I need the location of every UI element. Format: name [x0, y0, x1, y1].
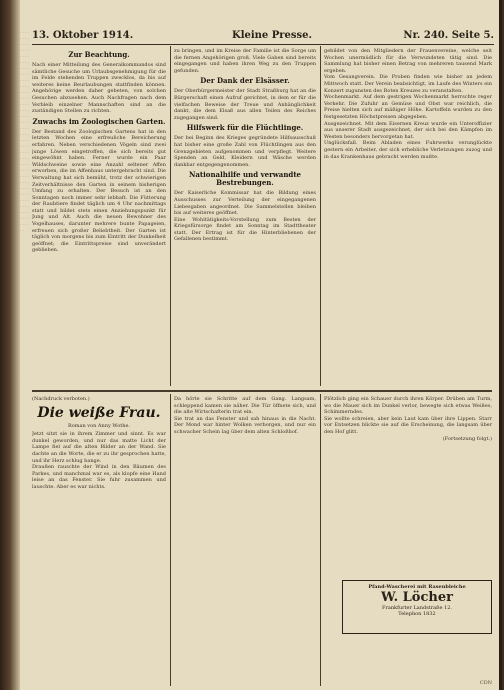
heading-dank-der-elsaesser: Der Dank der Elsässer.: [200, 76, 290, 86]
paragraph: zu bringen, und im Kreise der Familie ist die Sorge um die fernen Angehörigen groß. Viele Gaben sind bereits eingegangen und haben ihren Weg zu den Truppen gefunden.: [174, 48, 316, 74]
page-header: [32, 30, 494, 45]
newspaper-page: [20, 0, 502, 690]
paragraph: gebildet von den Mitgliedern der Frauenvereine, welche seit Wochen unermüdlich für die Verwundeten tätig sind. Die Sammlung hat bisher einen Betrag von mehreren tausend Mark ergeben.: [324, 48, 492, 74]
column-1: [32, 48, 166, 388]
serial-column-2: [174, 396, 316, 686]
paragraph: Der Kaiserliche Kommissar hat die Bildung eines Ausschusses zur Verteilung der eingegangenen Liebesgaben angeordnet. Die Sammelstellen bleiben bis auf weiteres geöffnet.: [174, 190, 316, 217]
book-spine: [0, 0, 20, 690]
column-rule: [170, 46, 171, 386]
paragraph: Der bei Beginn des Krieges gegründete Hilfsausschuß hat bisher eine große Zahl von Flüchtlingen aus den Grenzgebieten aufgenommen und verpflegt. Weitere Spenden an Geld, Kleidern und Wäsche werden dankbar entgegengenommen.: [174, 135, 316, 168]
advertisement-box: [342, 580, 492, 634]
paragraph: Wochenmarkt. Auf dem gestrigen Wochenmarkt herrschte reger Verkehr. Die Zufuhr an Gemüse und Obst war reichlich, die Preise hielten sich auf mäßiger Höhe. Kartoffeln wurden zu den festgesetzten Höchstpreisen abgegeben.: [324, 94, 492, 120]
paragraph: Sie wollte schreien, aber kein Laut kam über ihre Lippen. Starr vor Entsetzen blickte sie auf die Erscheinung, die langsam über den Hof glitt.: [324, 415, 492, 435]
feuilleton-divider: [32, 390, 492, 392]
heading-zur-beachtung: Zur Beachtung.: [68, 50, 130, 59]
paragraph: Eine Wohltätigkeits-Vorstellung zum Besten der Kriegsfürsorge findet am Sonntag im Stadttheater statt. Der Ertrag ist für die Hinterbliebenen der Gefallenen bestimmt.: [174, 216, 316, 243]
serial-title: Die weiße Frau.: [37, 404, 161, 421]
archive-stamp: CDN: [479, 680, 492, 686]
column-2: [174, 48, 316, 388]
ad-line-1: Pfand-Wascherei mit Rasenbleiche: [368, 584, 466, 590]
column-rule: [320, 46, 321, 386]
paragraph: Nach einer Mitteilung des Generalkommandos sind sämtliche Gesuche um Urlaubsgenehmigung für die im Felde stehenden Truppen zwecklos, da bis auf weiteres keine Beurlaubungen stattfinden können. Angehörige werden daher gebeten, von solchen Gesuchen abzusehen. Auch Nachfragen nach dem Verbleib einzelner Mannschaften sind an die zuständigen Stellen zu richten.: [32, 62, 166, 115]
paragraph: Plötzlich ging ein Schauer durch ihren Körper. Drüben am Turm, wo die Mauer sich im Dunkel verlor, bewegte sich etwas Weißes, Schimmerndes.: [324, 396, 492, 416]
ad-telephone: Telephon 1832: [398, 611, 436, 617]
paragraph: Da hörte sie Schritte auf dem Gang. Langsam, schleppend kamen sie näher. Die Tür öffnete sich, und die alte Wirtschafterin trat ein.: [174, 396, 316, 416]
serial-reprint-note: (Nachdruck verboten.): [32, 396, 90, 402]
column-3: [324, 48, 492, 388]
page-edge: [499, 0, 502, 690]
serial-column-1: [32, 396, 166, 686]
paragraph: Draußen rauschte der Wind in den Bäumen des Parkes, und manchmal war es, als klopfe eine Hand leise an das Fenster. Sie fuhr zusammen und lauschte. Aber es war nichts.: [32, 464, 166, 490]
paragraph: Vom Gesangverein. Die Proben finden wie bisher an jedem Mittwoch statt. Der Verein beabsichtigt, im Laufe des Winters ein Konzert zugunsten des Roten Kreuzes zu veranstalten.: [324, 74, 492, 94]
paragraph: Sie trat an das Fenster und sah hinaus in die Nacht. Der Mond war hinter Wolken verborgen, und nur ein schwacher Schein lag über dem alten Schloßhof.: [174, 415, 316, 435]
serial-continuation: (Fortsetzung folgt.): [442, 435, 492, 442]
heading-nationalhilfe: Nationalhilfe und verwandte Bestrebungen.: [188, 170, 302, 188]
heading-zoologischer-garten: Zuwachs im Zoologischen Garten.: [32, 116, 166, 126]
header-page-number: Nr. 240. Seite 5.: [403, 30, 494, 41]
paragraph: Der Oberbürgermeister der Stadt Straßburg hat an die Bürgerschaft einen Aufruf gerichtet, in dem er für die vielfachen Beweise der Treue und Anhänglichkeit dankt, die dem Elsaß aus allen Teilen des Reiches zugegangen sind.: [174, 88, 316, 121]
column-rule: [320, 394, 321, 686]
serial-column-3: [324, 396, 492, 572]
header-date: 13. Oktober 1914.: [32, 30, 134, 41]
header-paper-name: Kleine Presse.: [232, 30, 313, 41]
adjacent-page-fragment: · · · · · · · · · · · · · · · · · · · · · · · · · · · · · · · · · · · · · · · · · · · · · · · · · · · · · · · · · · · · · · · · · · · · · · · · · · · · · · · · · · · · · · · · · · · · · · · · · · · · · · · · · · · · · · · · · · · · · · · · · · · · · · · · · · · · · ·: [20, 30, 29, 233]
ad-address: Frankfurter Landstraße 12.: [381, 605, 452, 611]
serial-author: Roman von Anny Wothe.: [67, 422, 130, 429]
ad-business-name: W. Löcher: [381, 590, 453, 605]
heading-hilfswerk: Hilfswerk für die Flüchtlinge.: [186, 123, 304, 133]
paragraph: Der Bestand des Zoologischen Gartens hat in den letzten Wochen eine erfreuliche Bereicherung erfahren. Neben verschiedenen Vögeln sind zwei junge Löwen eingetroffen, die sich bereits gut eingewöhnt haben. Ferner wurde ein Paar Wildschweine sowie eine Anzahl seltener Affen erworben, die im Affenhaus untergebracht sind. Die Verwaltung hat sich bemüht, trotz der schwierigen Zeitverhältnisse den Garten in seinem bisherigen Umfang zu erhalten. Der Besuch ist an den Sonntagen noch immer sehr lebhaft. Die Fütterung der Raubtiere findet täglich um 4 Uhr nachmittags statt und bildet stets einen Anziehungspunkt für Jung und Alt. Auch die neuen Bewohner des Vogelhauses, darunter mehrere bunte Papageien, erfreuen sich großer Beliebtheit. Der Garten ist täglich von morgens bis zum Eintritt der Dunkelheit geöffnet; die Eintrittspreise sind unverändert geblieben.: [32, 128, 166, 254]
paragraph: Ausgezeichnet. Mit dem Eisernen Kreuz wurde ein Unteroffizier aus unserer Stadt ausgezeichnet, der sich bei den Kämpfen im Westen besonders hervorgetan hat.: [324, 120, 492, 140]
column-rule: [170, 394, 171, 686]
paragraph: Jetzt sitzt sie in ihrem Zimmer und sinnt. Es war dunkel geworden, und nur das matte Licht der Lampe fiel auf die alten Bilder an der Wand. Sie dachte an die Worte, die er zu ihr gesprochen hatte, und ihr Herz schlug bange.: [32, 431, 166, 464]
paragraph: Unglücksfall. Beim Abladen eines Fuhrwerks verunglückte gestern ein Arbeiter, der sich erhebliche Verletzungen zuzog und in das Krankenhaus gebracht werden mußte.: [324, 140, 492, 160]
